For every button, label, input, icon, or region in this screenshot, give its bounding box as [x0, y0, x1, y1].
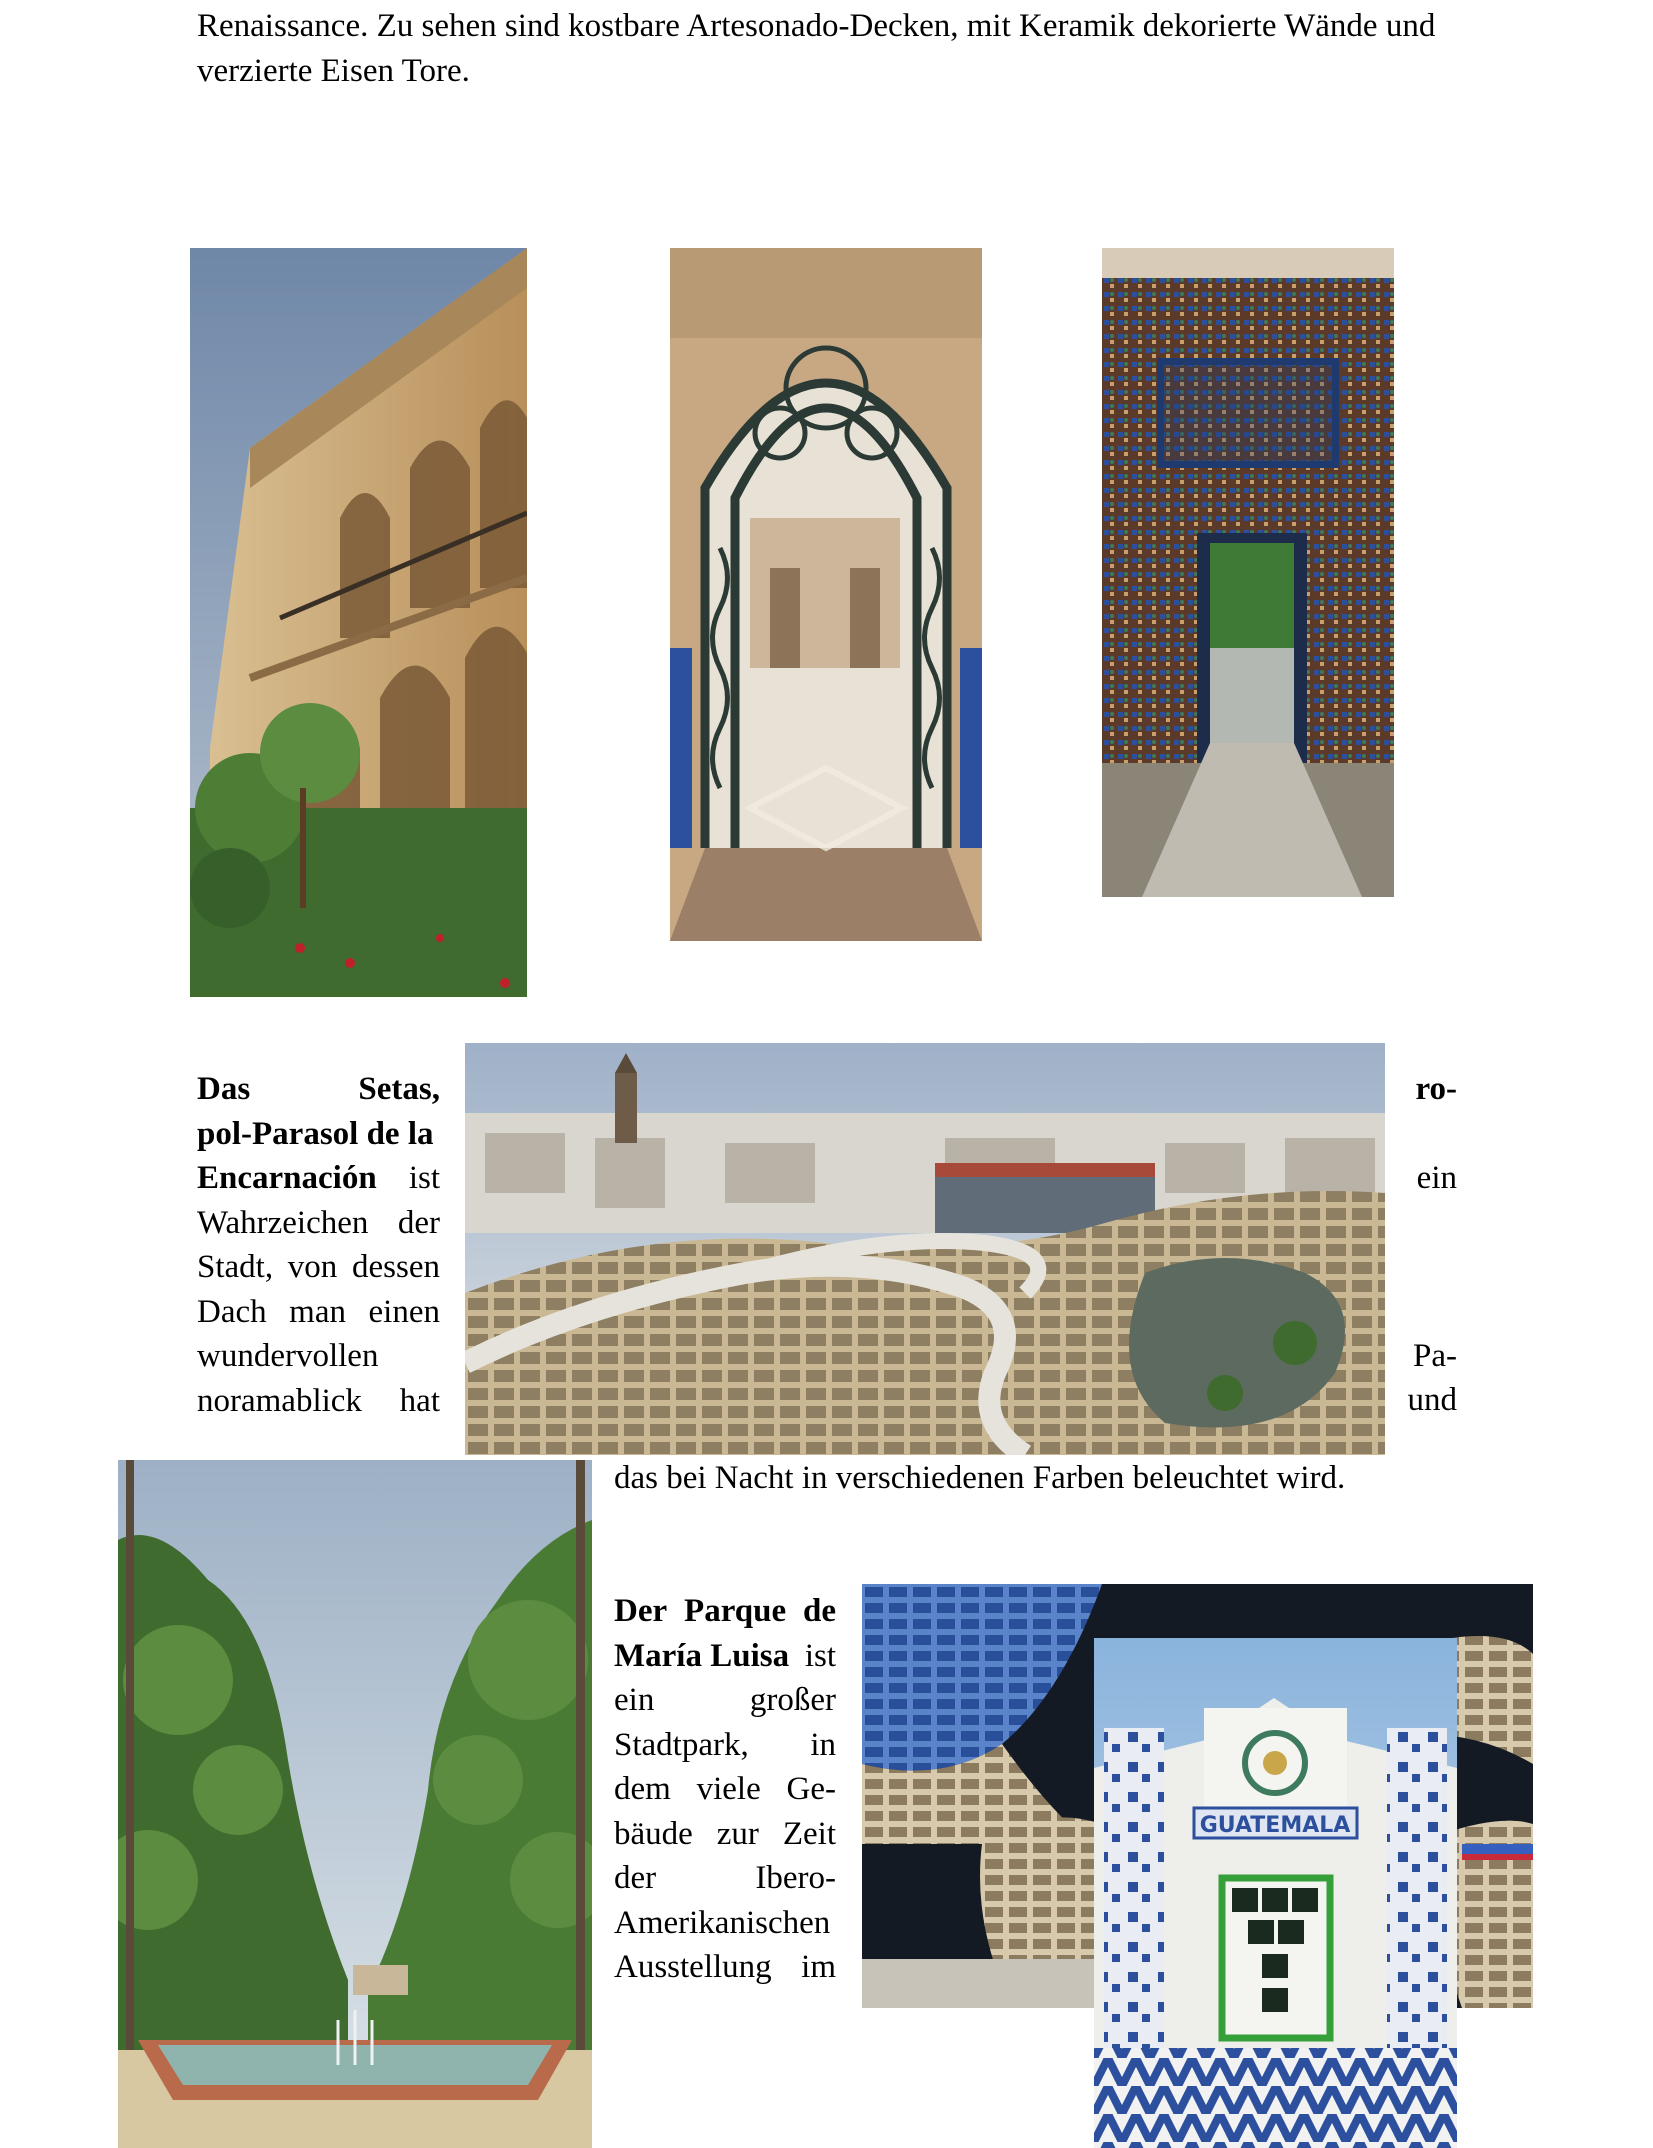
parque-l7-b: Ibero- — [755, 1860, 836, 1896]
parque-line-6 — [614, 1812, 836, 1857]
photo-tiled-doorway — [1102, 248, 1394, 897]
setas-l6-b: man — [289, 1293, 346, 1330]
parque-l2-tail: ist — [804, 1637, 836, 1674]
setas-l5-b: von — [287, 1249, 338, 1285]
guatemala-sign-text: GUATEMALA — [1199, 1813, 1351, 1838]
parque-l6-a: bäude — [614, 1815, 693, 1852]
parque-line-7 — [614, 1856, 836, 1901]
setas-l4-b: der — [397, 1204, 440, 1241]
parque-l3-b: großer — [749, 1682, 836, 1718]
parque-l6-c: Zeit — [782, 1815, 836, 1852]
setas-line-5 — [197, 1245, 440, 1290]
parque-title-c: de — [802, 1593, 836, 1629]
setas-right-fragment-8: und — [1407, 1382, 1457, 1418]
intro-text-1: Renaissance. Zu sehen sind kostbare Artesonado-Decken, mit Keramik dekorierte Wände und — [197, 8, 1436, 44]
photo-palace-courtyard — [190, 248, 527, 997]
photo-guatemala-pavilion — [1094, 1638, 1457, 2148]
setas-line-6 — [197, 1290, 440, 1335]
setas-l8-a: noramablick — [197, 1382, 362, 1419]
setas-right-fragment-3: ein — [1416, 1160, 1457, 1196]
intro-paragraph — [197, 4, 1457, 93]
setas-l4-a: Wahrzeichen — [197, 1204, 369, 1241]
setas-line-7: wundervollen — [197, 1338, 379, 1374]
setas-line-1 — [197, 1067, 440, 1112]
photo-iron-gate — [670, 248, 982, 941]
parque-line-8: Amerikanischen — [614, 1904, 831, 1941]
parque-line-5 — [614, 1767, 836, 1812]
setas-continuation: das bei Nacht in verschiedenen Farben beleuchtet wird. — [614, 1460, 1346, 1496]
setas-l6-c: einen — [368, 1293, 440, 1330]
photo-park-avenue — [118, 1460, 592, 2148]
parque-l4-b: in — [810, 1726, 836, 1763]
parque-line-1 — [614, 1589, 836, 1634]
parque-l9-a: Ausstellung — [614, 1949, 772, 1985]
photo-setas-panorama — [465, 1043, 1385, 1455]
setas-title-b: Setas, — [358, 1071, 440, 1107]
setas-l6-a: Dach — [197, 1293, 267, 1330]
setas-title-a: Das — [197, 1071, 251, 1107]
parque-l3-a: ein — [614, 1682, 655, 1718]
setas-title-d: Encarnación — [197, 1160, 377, 1196]
parque-l7-a: der — [614, 1860, 657, 1896]
setas-right-fragment-1: ro- — [1415, 1071, 1457, 1107]
parque-title-a: Der — [614, 1593, 668, 1629]
setas-text-column — [197, 1067, 440, 1423]
setas-l8-b: hat — [399, 1382, 440, 1419]
parque-line-3 — [614, 1678, 836, 1723]
parque-line-4 — [614, 1723, 836, 1768]
setas-line-8 — [197, 1379, 440, 1424]
parque-title-d: María Luisa — [614, 1637, 790, 1674]
setas-l3-tail: ist — [408, 1160, 440, 1196]
parque-l4-a: Stadtpark, — [614, 1726, 749, 1763]
intro-line-1 — [197, 4, 1457, 49]
parque-l5-a: dem — [614, 1771, 671, 1807]
setas-right-fragment-7: Pa- — [1413, 1338, 1457, 1374]
parque-l6-b: zur — [716, 1815, 759, 1852]
setas-line-2 — [197, 1112, 440, 1157]
parque-title-b: Parque — [684, 1593, 787, 1629]
setas-l5-a: Stadt, — [197, 1249, 274, 1285]
parque-l9-b: im — [801, 1949, 836, 1985]
parque-line-2 — [614, 1634, 836, 1679]
setas-line-3 — [197, 1156, 440, 1201]
parque-l5-b: viele — [696, 1771, 761, 1807]
setas-l5-c: dessen — [352, 1249, 440, 1285]
parque-l5-c: Ge- — [786, 1771, 836, 1807]
setas-line-4 — [197, 1201, 440, 1246]
parque-line-9 — [614, 1945, 836, 1990]
parque-text-column — [614, 1589, 836, 1990]
intro-line-2: verzierte Eisen Tore. — [197, 52, 470, 89]
setas-title-c: pol-Parasol de la — [197, 1115, 434, 1152]
